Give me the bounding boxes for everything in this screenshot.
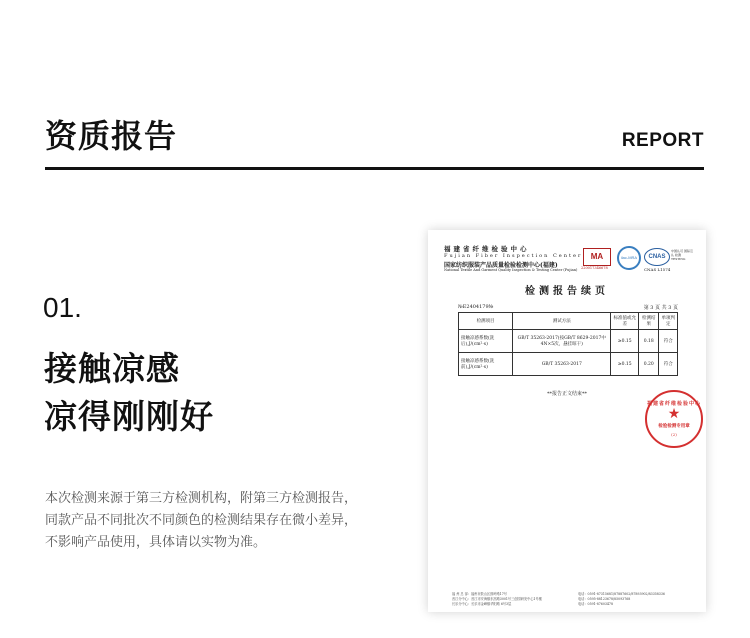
lab-name-en2: National Textile And Garment Quality Inspection & Testing Center (Fujian) bbox=[444, 268, 578, 272]
table-cell: 接触凉感系数(洗前),J/(cm²·s) bbox=[459, 353, 513, 376]
footer-line: 晋江分中心：晋江市安海镇东嵩路3001号三创园研发中心1号楼 bbox=[452, 597, 542, 601]
report-number: №E2404179№ bbox=[458, 304, 494, 310]
page-info: 第 3 页 共 3 页 bbox=[643, 305, 678, 311]
lab-name-cn-top: 福建省纤维检验中心 bbox=[444, 245, 530, 253]
description bbox=[45, 488, 357, 554]
section-number: 01. bbox=[43, 292, 82, 323]
star-icon: ★ bbox=[667, 406, 681, 422]
table-cell: 接触凉感系数(洗后),J/(cm²·s) bbox=[459, 330, 513, 353]
cnas-logo-icon: CNAS bbox=[644, 248, 670, 266]
footer-line: 电话：0591-87603478 bbox=[578, 602, 613, 606]
page-subtitle: REPORT bbox=[621, 130, 704, 151]
description-line: 本次检测来源于第三方检测机构，附第三方检测报告， bbox=[45, 491, 358, 506]
headline-line-1: 接触凉感 bbox=[44, 349, 180, 388]
description-line: 不影响产品使用，具体请以实物为准。 bbox=[45, 535, 267, 550]
cnas-side-text: 中国认可 国际互认 检测 TESTING bbox=[671, 249, 693, 261]
table-cell: GB/T 35263-2017 bbox=[513, 353, 611, 376]
lab-name-en: Fujian Fiber Inspection Center bbox=[444, 253, 583, 259]
ma-number: 220017346678 bbox=[581, 266, 608, 270]
description-line: 同款产品不同批次不同颜色的检测结果存在微小差异， bbox=[45, 513, 358, 528]
table-header: 单项判定 bbox=[659, 313, 678, 330]
table-header-row bbox=[459, 313, 678, 330]
result-table bbox=[458, 312, 678, 376]
report-title: 检测报告续页 bbox=[525, 286, 609, 297]
table-header: 测试方法 bbox=[513, 313, 611, 330]
footer-phones bbox=[578, 592, 665, 607]
table-cell: 0.20 bbox=[639, 353, 659, 376]
footer-line: 电话：0595-88123678/85093768 bbox=[578, 597, 631, 601]
table-header: 检测结果 bbox=[639, 313, 659, 330]
table-row bbox=[459, 353, 678, 376]
headline-line-2: 凉得刚刚好 bbox=[44, 397, 214, 436]
seal-sub-text: 检验检测专用章 bbox=[658, 424, 690, 429]
footer-line: 福 州 总 部：福州市鼓山区鼓岭路17号 bbox=[452, 592, 507, 596]
footer-line: 长乐分中心：长乐市金峰镇华阳路 6号3层 bbox=[452, 602, 512, 606]
cnas-number: CNAS L1574 bbox=[644, 267, 671, 272]
official-seal-icon bbox=[645, 390, 703, 448]
table-header: 检测项目 bbox=[459, 313, 513, 330]
header-divider bbox=[45, 167, 704, 170]
table-row bbox=[459, 330, 678, 353]
test-report-document bbox=[428, 230, 706, 612]
table-cell: 符合 bbox=[659, 353, 678, 376]
table-cell: ≥0.15 bbox=[611, 330, 639, 353]
seal-code: (2) bbox=[671, 432, 677, 437]
ilac-logo-icon: ilac-MRA bbox=[617, 246, 641, 270]
footer-line: 电话：0591-87315681/87887602/87893902/83358336 bbox=[578, 592, 665, 596]
seal-top-text: 福建省纤维检验中心 bbox=[647, 401, 702, 407]
end-note: **报告正文结束** bbox=[546, 391, 587, 397]
table-header: 标准值或允差 bbox=[611, 313, 639, 330]
lab-name-cn: 国家纺织服装产品质量检验检测中心(福建) bbox=[444, 262, 558, 269]
table-cell: 符合 bbox=[659, 330, 678, 353]
ma-logo-icon: MA bbox=[583, 248, 611, 266]
table-cell: GB/T 35263-2017(按GB/T 8629-2017中4N×5次，悬挂晾干) bbox=[513, 330, 611, 353]
footer-addresses bbox=[452, 592, 542, 607]
table-cell: 0.18 bbox=[639, 330, 659, 353]
page-title: 资质报告 bbox=[45, 117, 178, 155]
table-cell: ≥0.15 bbox=[611, 353, 639, 376]
